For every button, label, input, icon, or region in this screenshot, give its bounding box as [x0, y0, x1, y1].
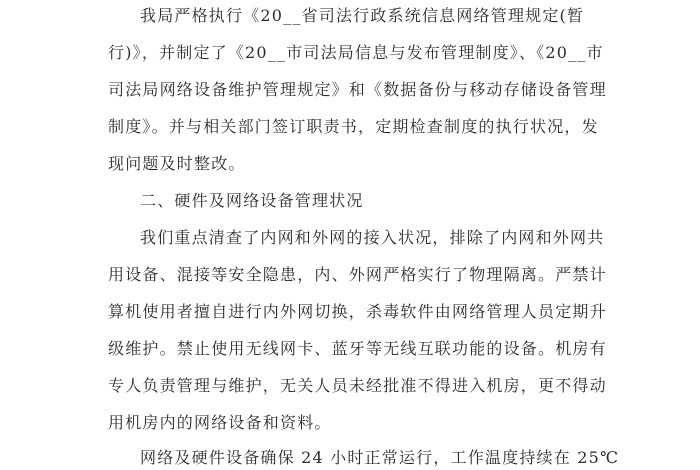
text-line: 行)》，并制定了《20__市司法局信息与发布管理制度》、《20__市 — [108, 43, 604, 62]
text-line: 网络及硬件设备确保 24 小时正常运行，工作温度持续在 25℃ — [140, 448, 620, 467]
text-line: 制度》。并与相关部门签订职责书，定期检查制度的执行状况，发 — [108, 117, 599, 136]
text-line: 我们重点清查了内网和外网的接入状况，排除了内网和外网共 — [140, 228, 605, 247]
text-line: 用设备、混接等安全隐患，内、外网严格实行了物理隔离。严禁计 — [108, 265, 607, 284]
text-line: 司法局网络设备维护管理规定》和《数据备份与移动存储设备管理 — [108, 80, 607, 99]
text-line: 用机房内的网络设备和资料。 — [108, 413, 332, 432]
text-line: 算机使用者擅自进行内外网切换，杀毒软件由网络管理人员定期升 — [108, 302, 607, 321]
text-line: 级维护。禁止使用无线网卡、蓝牙等无线互联功能的设备。机房有 — [108, 339, 607, 358]
section-heading: 二、硬件及网络设备管理状况 — [140, 191, 364, 210]
text-line: 我局严格执行《20__省司法行政系统信息网络管理规定(暂 — [140, 6, 585, 25]
text-line: 专人负责管理与维护，无关人员未经批准不得进入机房，更不得动 — [108, 376, 607, 395]
text-line: 现问题及时整改。 — [108, 154, 246, 173]
